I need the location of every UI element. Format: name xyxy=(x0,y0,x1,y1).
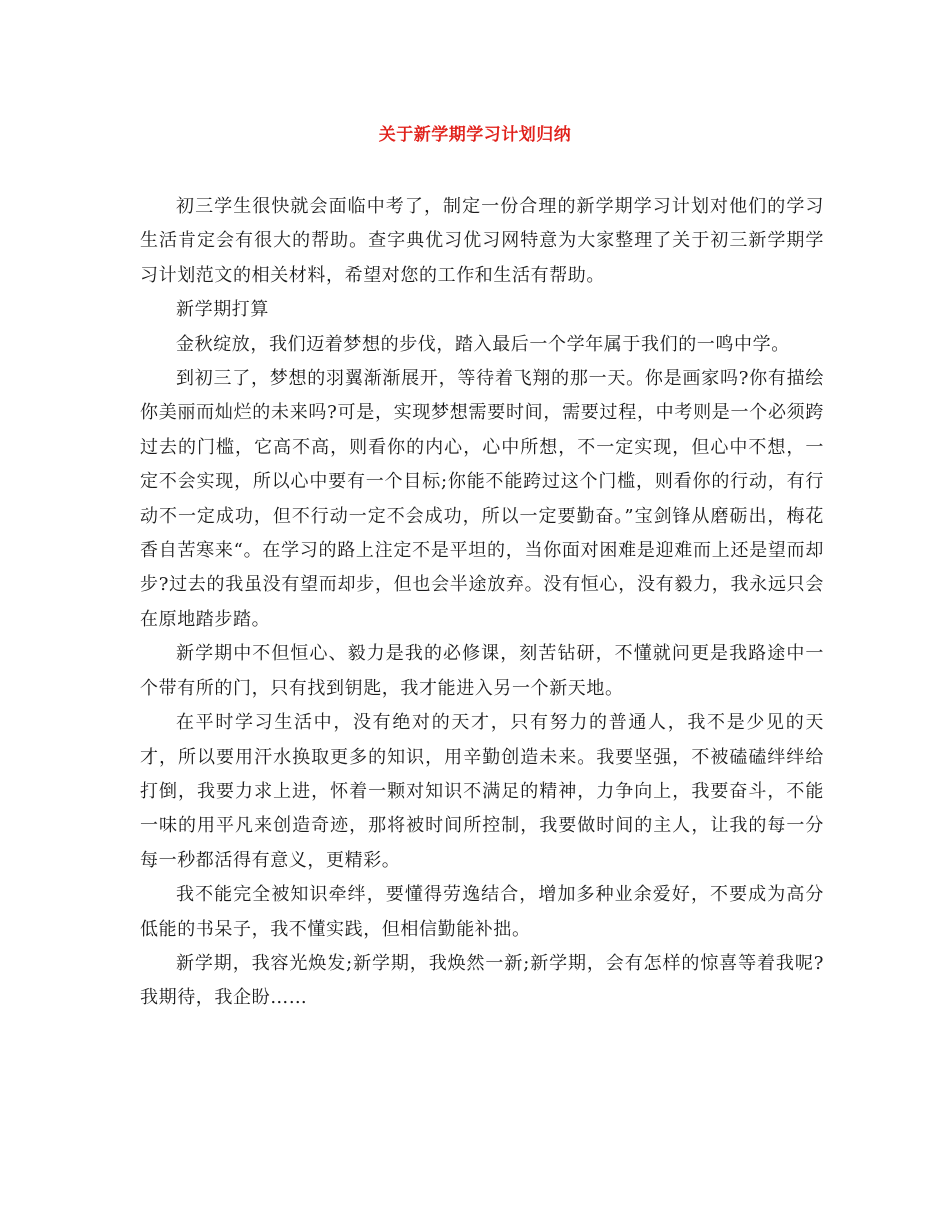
paragraph-conclusion: 新学期，我容光焕发;新学期，我焕然一新;新学期，会有怎样的惊喜等着我呢?我期待，我企盼…… xyxy=(140,952,824,1009)
paragraph-intro: 初三学生很快就会面临中考了，制定一份合理的新学期学习计划对他们的学习生活肯定会有很大的帮助。查字典优习优习网特意为大家整理了关于初三新学期学习计划范文的相关材料，希望对您的工作和生活有帮助。 xyxy=(140,196,824,286)
paragraph-balance: 我不能完全被知识牵绊，要懂得劳逸结合，增加多种业余爱好，不要成为高分低能的书呆子，我不懂实践，但相信勤能补拙。 xyxy=(140,884,824,940)
document-body xyxy=(140,190,824,1016)
paragraph-autumn: 金秋绽放，我们迈着梦想的步伐，踏入最后一个学年属于我们的一鸣中学。 xyxy=(176,333,790,355)
paragraph-perseverance: 新学期中不但恒心、毅力是我的必修课，刻苦钻研，不懂就问更是我路途中一个带有所的门，只有找到钥匙，我才能进入另一个新天地。 xyxy=(140,643,824,699)
paragraph-effort: 在平时学习生活中，没有绝对的天才，只有努力的普通人，我不是少见的天才，所以要用汗水换取更多的知识，用辛勤创造未来。我要坚强，不被磕磕绊绊给打倒，我要力求上进，怀着一颗对知识不满足的精神，力争向上，我要奋斗，不能一味的用平凡来创造奇迹，那将被时间所控制，我要做时间的主人，让我的每一分每一秒都活得有意义，更精彩。 xyxy=(140,712,824,871)
document-title: 关于新学期学习计划归纳 xyxy=(378,125,572,145)
paragraph-dream: 到初三了，梦想的羽翼渐渐展开，等待着飞翔的那一天。你是画家吗?你有描绘你美丽而灿烂的未来吗?可是，实现梦想需要时间，需要过程，中考则是一个必须跨过去的门槛，它高不高，则看你的内心，心中所想，不一定实现，但心中不想，一定不会实现，所以心中要有一个目标;你能不能跨过这个门槛，则看你的行动，有行动不一定成功，但不行动一定不会成功，所以一定要勤奋。”宝剑锋从磨砺出，梅花香自苦寒来“。在学习的路上注定不是平坦的，当你面对困难是迎难而上还是望而却步?过去的我虽没有望而却步，但也会半途放弃。没有恒心，没有毅力，我永远只会在原地踏步踏。 xyxy=(140,368,824,630)
paragraph-heading-plan: 新学期打算 xyxy=(176,299,269,321)
